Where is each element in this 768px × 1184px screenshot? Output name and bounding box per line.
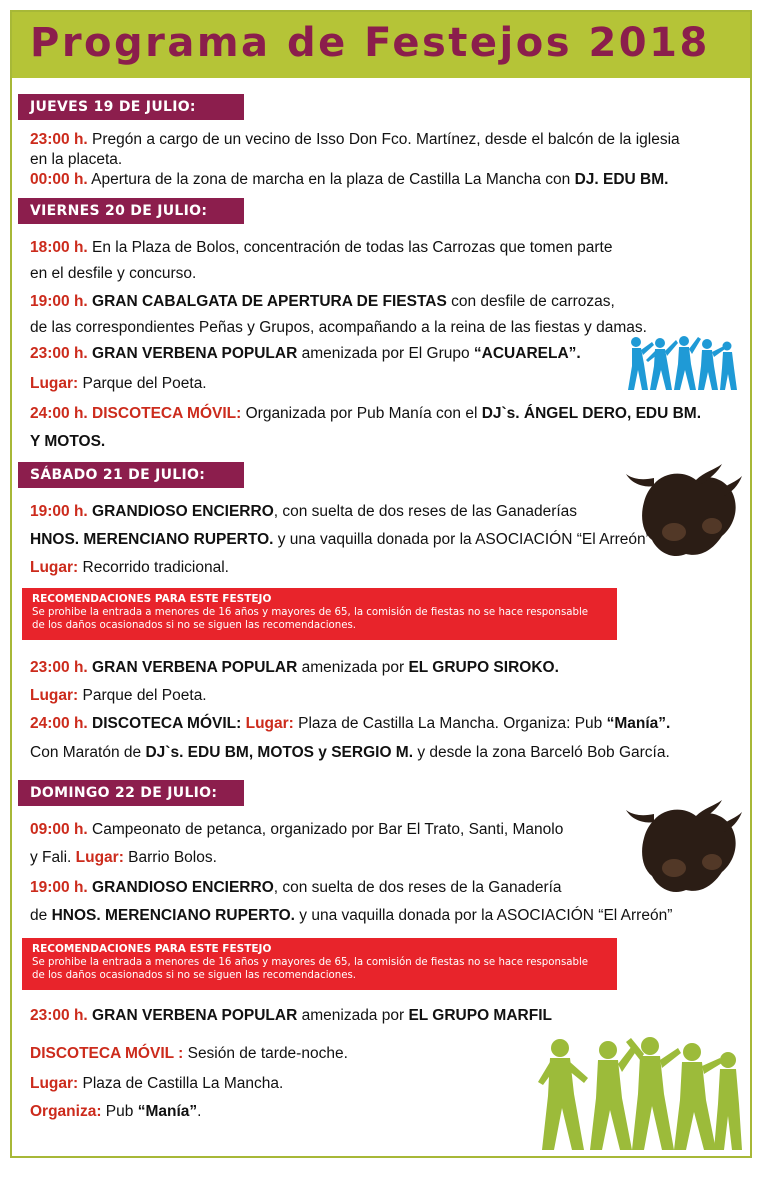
bull-head-icon: [624, 798, 742, 898]
recommendation-title: RECOMENDACIONES PARA ESTE FESTEJO: [32, 943, 272, 955]
event-line: Lugar: Parque del Poeta.: [30, 375, 207, 392]
event-line: Lugar: Parque del Poeta.: [30, 687, 207, 704]
event-line: Con Maratón de DJ`s. EDU BM, MOTOS y SERGIO M. y desde la zona Barceló Bob García.: [30, 744, 670, 761]
event-line: 23:00 h. GRAN VERBENA POPULAR amenizada por EL GRUPO MARFIL: [30, 1007, 552, 1024]
event-line: 23:00 h. Pregón a cargo de un vecino de Isso Don Fco. Martínez, desde el balcón de la iglesia: [30, 131, 680, 148]
page-title: Programa de Festejos 2018: [30, 20, 710, 66]
event-line: en la placeta.: [30, 151, 123, 168]
event-line: 24:00 h. DISCOTECA MÓVIL: Organizada por Pub Manía con el DJ`s. ÁNGEL DERO, EDU BM.: [30, 405, 702, 422]
recommendation-box: [22, 588, 617, 640]
event-line: de las correspondientes Peñas y Grupos, acompañando a la reina de las fiestas y damas.: [30, 319, 647, 336]
event-line: 23:00 h. GRAN VERBENA POPULAR amenizada por EL GRUPO SIROKO.: [30, 659, 559, 676]
recommendation-text: Se prohibe la entrada a menores de 16 años y mayores de 65, la comisión de fiestas no se hace responsable: [32, 607, 589, 618]
event-line: DISCOTECA MÓVIL : Sesión de tarde-noche.: [30, 1045, 348, 1062]
event-line: 18:00 h. En la Plaza de Bolos, concentración de todas las Carrozas que tomen parte: [30, 239, 613, 256]
event-line: en el desfile y concurso.: [30, 265, 197, 282]
event-line: 19:00 h. GRANDIOSO ENCIERRO, con suelta de dos reses de la Ganadería: [30, 879, 562, 896]
event-line: 24:00 h. DISCOTECA MÓVIL: Lugar: Plaza de Castilla La Mancha. Organiza: Pub “Manía”.: [30, 715, 671, 732]
day-header-domingo: DOMINGO 22 DE JULIO:: [18, 780, 244, 806]
event-line: Organiza: Pub “Manía”.: [30, 1103, 202, 1120]
bull-head-icon: [624, 462, 742, 562]
event-line: Lugar: Plaza de Castilla La Mancha.: [30, 1075, 284, 1092]
recommendation-text: de los daños ocasionados si no se siguen las recomendaciones.: [32, 970, 357, 981]
dancers-green-icon: [532, 1034, 742, 1154]
event-line: 19:00 h. GRANDIOSO ENCIERRO, con suelta de dos reses de las Ganaderías: [30, 503, 578, 520]
title-bar: [12, 12, 750, 78]
event-line: HNOS. MERENCIANO RUPERTO. y una vaquilla donada por la ASOCIACIÓN “El Arreón”: [30, 531, 651, 548]
event-line: y Fali. Lugar: Barrio Bolos.: [30, 849, 217, 866]
event-line: Y MOTOS.: [30, 433, 106, 450]
day-header-jueves: JUEVES 19 DE JULIO:: [18, 94, 244, 120]
program-poster: [10, 10, 752, 1158]
recommendation-text: de los daños ocasionados si no se siguen las recomendaciones.: [32, 620, 357, 631]
recommendation-title: RECOMENDACIONES PARA ESTE FESTEJO: [32, 593, 272, 605]
event-line: 19:00 h. GRAN CABALGATA DE APERTURA DE FIESTAS con desfile de carrozas,: [30, 293, 615, 310]
day-header-sabado: SÁBADO 21 DE JULIO:: [18, 462, 244, 488]
recommendation-text: Se prohibe la entrada a menores de 16 años y mayores de 65, la comisión de fiestas no se hace responsable: [32, 957, 589, 968]
event-line: Lugar: Recorrido tradicional.: [30, 559, 229, 576]
event-line: 00:00 h. Apertura de la zona de marcha en la plaza de Castilla La Mancha con DJ. EDU BM.: [30, 171, 669, 188]
day-header-viernes: VIERNES 20 DE JULIO:: [18, 198, 244, 224]
event-line: 23:00 h. GRAN VERBENA POPULAR amenizada por El Grupo “ACUARELA”.: [30, 345, 581, 362]
event-line: 09:00 h. Campeonato de petanca, organizado por Bar El Trato, Santi, Manolo: [30, 821, 564, 838]
event-line: de HNOS. MERENCIANO RUPERTO. y una vaquilla donada por la ASOCIACIÓN “El Arreón”: [30, 907, 673, 924]
recommendation-box: [22, 938, 617, 990]
dancers-blue-icon: [626, 334, 738, 394]
